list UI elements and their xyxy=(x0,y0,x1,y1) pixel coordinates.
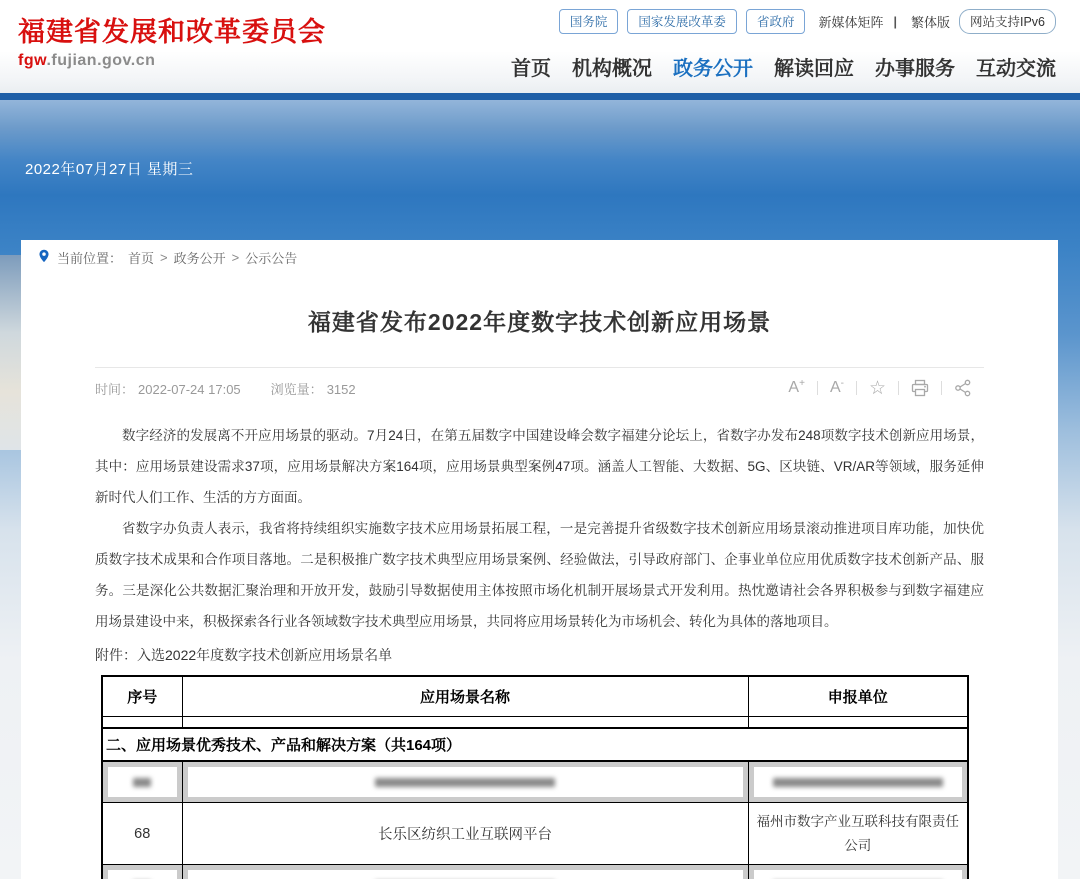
paragraph-1: 数字经济的发展离不开应用场景的驱动。7月24日，在第五届数字中国建设峰会数字福建分论坛上，省数字办发布248项数字技术创新应用场景，其中：应用场景建设需求37项，应用场景解决方案164项，应用场景典型案例47项。涵盖人工智能、大数据、5G、区块链、VR/AR等领域，服务延伸新时代人们工作、生活的方方面面。 xyxy=(95,428,984,505)
breadcrumb xyxy=(21,240,1058,274)
main-nav xyxy=(511,52,1056,81)
breadcrumb-separator: > xyxy=(231,249,240,265)
blurred-cell xyxy=(748,761,968,803)
link-state-council[interactable]: 国务院 xyxy=(559,9,619,34)
spacer-cell xyxy=(102,716,182,728)
col-header-scenario-name: 应用场景名称 xyxy=(182,676,748,716)
plus-icon: + xyxy=(799,378,805,389)
banner xyxy=(0,100,1080,240)
header-accent-bar xyxy=(0,93,1080,100)
publish-time: 2022-07-24 17:05 xyxy=(138,381,241,397)
blurred-cell xyxy=(102,865,182,879)
site-logo[interactable] xyxy=(18,10,326,70)
font-decrease-button[interactable] xyxy=(818,378,856,398)
blurred-cell xyxy=(182,865,748,879)
col-header-seq: 序号 xyxy=(102,676,182,716)
current-date: 2022年07月27日 星期三 xyxy=(25,161,194,178)
nav-item-overview[interactable]: 机构概况 xyxy=(572,58,652,80)
table-header-row xyxy=(102,676,968,716)
breadcrumb-gov-affairs[interactable]: 政务公开 xyxy=(173,250,226,266)
font-increase-label: A xyxy=(788,379,800,396)
row-seq: 68 xyxy=(102,803,182,865)
ipv6-badge: 网站支持IPv6 xyxy=(959,9,1056,34)
nav-item-interpretation[interactable]: 解读回应 xyxy=(774,58,854,80)
article-meta-left xyxy=(95,379,360,398)
photo-left-edge xyxy=(0,255,21,450)
link-new-media[interactable]: 新媒体矩阵 xyxy=(818,15,884,30)
share-icon[interactable] xyxy=(942,379,984,397)
top-links xyxy=(559,9,1056,34)
row-org: 福州市数字产业互联科技有限责任公司 xyxy=(748,803,968,865)
table-row-blurred xyxy=(102,865,968,879)
blurred-cell xyxy=(748,865,968,879)
blurred-cell xyxy=(102,761,182,803)
article-body xyxy=(95,420,984,637)
breadcrumb-separator: > xyxy=(160,249,168,265)
site-url xyxy=(18,52,326,70)
link-provincial-gov[interactable]: 省政府 xyxy=(746,9,806,34)
link-ndrc[interactable]: 国家发展改革委 xyxy=(627,9,737,34)
breadcrumb-home[interactable]: 首页 xyxy=(128,250,155,266)
site-header xyxy=(0,0,1080,93)
attachment-line: 附件：入选2022年度数字技术创新应用场景名单 xyxy=(95,647,393,663)
blurred-cell xyxy=(182,761,748,803)
nav-item-services[interactable]: 办事服务 xyxy=(875,58,955,80)
print-icon[interactable] xyxy=(899,379,941,397)
row-name: 长乐区纺织工业互联网平台 xyxy=(182,803,748,865)
link-traditional-chinese[interactable]: 繁体版 xyxy=(910,15,950,30)
table-row-section xyxy=(102,728,968,761)
views-label: 浏览量： xyxy=(270,381,323,397)
site-url-rest: .fujian.gov.cn xyxy=(46,52,156,69)
site-name: 福建省发展和改革委员会 xyxy=(18,17,326,47)
table-row-spacer xyxy=(102,716,968,728)
app-table-body xyxy=(102,716,968,879)
font-decrease-label: A xyxy=(829,379,841,396)
minus-icon: - xyxy=(840,378,844,389)
page-title: 福建省发布2022年度数字技术创新应用场景 xyxy=(307,309,772,335)
font-increase-button[interactable] xyxy=(776,378,817,398)
application-scenarios-table xyxy=(101,675,969,879)
breadcrumb-notices[interactable]: 公示公告 xyxy=(245,250,298,266)
title-divider xyxy=(95,367,984,368)
nav-item-gov-affairs[interactable]: 政务公开 xyxy=(673,58,753,80)
table-row-data xyxy=(102,803,968,865)
table-section-label: 二、应用场景优秀技术、产品和解决方案（共164项） xyxy=(102,728,968,761)
location-pin-icon xyxy=(37,248,51,267)
content-card xyxy=(21,240,1058,879)
spacer-cell xyxy=(182,716,748,728)
col-header-applicant: 申报单位 xyxy=(748,676,968,716)
paragraph-2: 省数字办负责人表示，我省将持续组织实施数字技术应用场景拓展工程，一是完善提升省级数字技术创新应用场景滚动推进项目库功能，加快优质数字技术成果和合作项目落地。二是积极推广数字技术典型应用场景案例、经验做法，引导政府部门、企事业单位应用优质数字技术创新产品、服务。三是深化公共数据汇聚治理和开放开发，鼓励引导数据使用主体按照市场化机制开展场景式开发利用。热忱邀请社会各界积极参与到数字福建应用场景建设中来，积极探索各行业各领域数字技术典型应用场景，共同将应用场景转化为市场机会、转化为具体的落地项目。 xyxy=(95,521,984,629)
breadcrumb-label: 当前位置： xyxy=(57,250,123,266)
time-label: 时间： xyxy=(95,381,135,397)
top-link-divider: | xyxy=(893,14,897,29)
article-tools xyxy=(776,378,984,398)
spacer-cell xyxy=(748,716,968,728)
table-row-blurred xyxy=(102,761,968,803)
article-meta xyxy=(95,378,984,398)
site-url-highlight: fgw xyxy=(18,52,47,69)
views-count: 3152 xyxy=(326,381,356,397)
favorite-star-icon[interactable]: ☆ xyxy=(868,377,886,399)
nav-item-interaction[interactable]: 互动交流 xyxy=(976,58,1056,80)
nav-item-home[interactable]: 首页 xyxy=(511,58,551,80)
